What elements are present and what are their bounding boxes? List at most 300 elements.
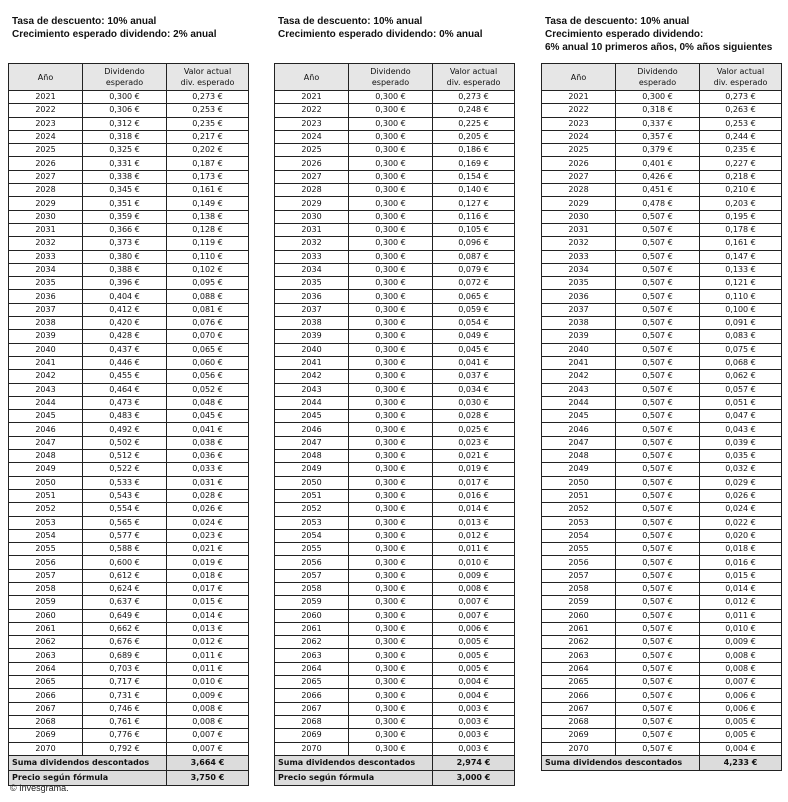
table-row [9,582,249,595]
dividend-cell: 0,300 € [349,689,433,702]
year-cell: 2054 [542,529,616,542]
table-row [9,689,249,702]
dividend-cell: 0,300 € [349,330,433,343]
table-row [9,197,249,210]
present-value-cell: 0,005 € [433,636,515,649]
year-cell: 2061 [542,622,616,635]
present-value-cell: 0,065 € [167,343,249,356]
present-value-cell: 0,018 € [700,543,782,556]
dividend-cell: 0,507 € [616,676,700,689]
dividend-cell: 0,300 € [349,729,433,742]
year-cell: 2068 [9,715,83,728]
table-row [9,662,249,675]
table-row [9,729,249,742]
table-row [275,529,515,542]
dividend-cell: 0,300 € [349,649,433,662]
year-cell: 2027 [9,170,83,183]
present-value-cell: 0,202 € [167,144,249,157]
header-row [9,64,249,91]
dividend-cell: 0,437 € [83,343,167,356]
table-row [9,410,249,423]
table-row [9,396,249,409]
year-cell: 2051 [275,489,349,502]
table-row [275,609,515,622]
year-cell: 2042 [542,370,616,383]
year-cell: 2069 [9,729,83,742]
year-cell: 2049 [9,463,83,476]
dividend-cell: 0,600 € [83,556,167,569]
dividend-cell: 0,792 € [83,742,167,755]
table-row [9,702,249,715]
table-row [275,237,515,250]
present-value-cell: 0,072 € [433,277,515,290]
year-cell: 2049 [542,463,616,476]
present-value-cell: 0,039 € [700,436,782,449]
year-cell: 2055 [542,543,616,556]
column-header-present-value: Valor actual div. esperado [167,64,249,91]
year-cell: 2057 [9,569,83,582]
year-cell: 2070 [275,742,349,755]
table-row [9,436,249,449]
year-cell: 2030 [275,210,349,223]
dividend-cell: 0,502 € [83,436,167,449]
year-cell: 2025 [9,144,83,157]
dividend-cell: 0,507 € [616,476,700,489]
summary-value: 3,664 € [167,755,249,770]
present-value-cell: 0,030 € [433,396,515,409]
present-value-cell: 0,038 € [167,436,249,449]
summary-label: Suma dividendos descontados [275,755,433,770]
dividend-cell: 0,507 € [616,609,700,622]
present-value-cell: 0,026 € [700,489,782,502]
table-row [275,396,515,409]
table-row [275,144,515,157]
dividend-cell: 0,507 € [616,383,700,396]
column-header-dividend: Dividendo esperado [349,64,433,91]
dividend-cell: 0,300 € [349,556,433,569]
present-value-cell: 0,054 € [433,317,515,330]
year-cell: 2068 [275,715,349,728]
summary-label: Precio según fórmula [9,770,167,785]
table-row [542,423,782,436]
table-row [275,543,515,556]
dividend-cell: 0,300 € [349,197,433,210]
present-value-cell: 0,024 € [167,516,249,529]
dividend-cell: 0,507 € [616,543,700,556]
dividend-table [274,63,515,786]
present-value-cell: 0,028 € [433,410,515,423]
table-row [9,503,249,516]
table-row [542,543,782,556]
table-row [275,596,515,609]
year-cell: 2060 [542,609,616,622]
table-row [542,463,782,476]
present-value-cell: 0,076 € [167,317,249,330]
dividend-cell: 0,300 € [83,91,167,104]
table-row [542,343,782,356]
summary-label: Suma dividendos descontados [542,755,700,770]
present-value-cell: 0,032 € [700,463,782,476]
table-row [275,556,515,569]
table-row [275,184,515,197]
dividend-cell: 0,300 € [349,569,433,582]
dividend-cell: 0,373 € [83,237,167,250]
table-row [542,715,782,728]
dividend-cell: 0,325 € [83,144,167,157]
table-row [9,543,249,556]
present-value-cell: 0,003 € [433,715,515,728]
year-cell: 2048 [542,450,616,463]
present-value-cell: 0,057 € [700,383,782,396]
dividend-cell: 0,533 € [83,476,167,489]
table-row [275,463,515,476]
dividend-cell: 0,401 € [616,157,700,170]
year-cell: 2030 [9,210,83,223]
dividend-cell: 0,345 € [83,184,167,197]
present-value-cell: 0,010 € [433,556,515,569]
table-row [9,569,249,582]
dividend-cell: 0,388 € [83,263,167,276]
dividend-cell: 0,300 € [349,543,433,556]
year-cell: 2044 [542,396,616,409]
present-value-cell: 0,017 € [433,476,515,489]
table-row [542,676,782,689]
table-row [542,170,782,183]
table-row [275,689,515,702]
dividend-cell: 0,300 € [349,290,433,303]
summary-label: Suma dividendos descontados [9,755,167,770]
table-row [542,317,782,330]
present-value-cell: 0,008 € [167,702,249,715]
dividend-cell: 0,507 € [616,569,700,582]
table-row [9,170,249,183]
year-cell: 2036 [542,290,616,303]
dividend-cell: 0,662 € [83,622,167,635]
table-row [542,503,782,516]
present-value-cell: 0,091 € [700,317,782,330]
table-row [542,556,782,569]
present-value-cell: 0,045 € [433,343,515,356]
year-cell: 2045 [9,410,83,423]
table-row [9,476,249,489]
table-row [542,197,782,210]
table-row [9,649,249,662]
dividend-cell: 0,451 € [616,184,700,197]
present-value-cell: 0,021 € [167,543,249,556]
table-row [275,702,515,715]
dividend-cell: 0,300 € [349,742,433,755]
present-value-cell: 0,110 € [700,290,782,303]
title-line: Tasa de descuento: 10% anual [545,16,690,27]
present-value-cell: 0,121 € [700,277,782,290]
table-row [275,91,515,104]
table-row [275,476,515,489]
table-row [542,370,782,383]
year-cell: 2066 [275,689,349,702]
summary-label: Precio según fórmula [275,770,433,785]
table-row [542,356,782,369]
table-row [9,343,249,356]
dividend-cell: 0,478 € [616,197,700,210]
dividend-cell: 0,300 € [349,636,433,649]
present-value-cell: 0,049 € [433,330,515,343]
dividend-cell: 0,300 € [349,356,433,369]
present-value-cell: 0,218 € [700,170,782,183]
dividend-cell: 0,396 € [83,277,167,290]
present-value-cell: 0,006 € [700,689,782,702]
dividend-cell: 0,300 € [349,476,433,489]
dividend-cell: 0,300 € [349,263,433,276]
table-row [542,516,782,529]
dividend-cell: 0,522 € [83,463,167,476]
year-cell: 2034 [542,263,616,276]
table-row [275,117,515,130]
dividend-cell: 0,300 € [616,91,700,104]
present-value-cell: 0,015 € [700,569,782,582]
year-cell: 2032 [275,237,349,250]
table-row [275,330,515,343]
dividend-cell: 0,507 € [616,277,700,290]
dividend-cell: 0,359 € [83,210,167,223]
summary-value: 3,750 € [167,770,249,785]
present-value-cell: 0,003 € [433,702,515,715]
year-cell: 2028 [9,184,83,197]
table-row [542,290,782,303]
dividend-cell: 0,473 € [83,396,167,409]
present-value-cell: 0,128 € [167,223,249,236]
year-cell: 2064 [542,662,616,675]
year-cell: 2032 [542,237,616,250]
table-row [9,277,249,290]
present-value-cell: 0,010 € [700,622,782,635]
year-cell: 2026 [275,157,349,170]
year-cell: 2045 [542,410,616,423]
table-row [275,662,515,675]
table-row [9,303,249,316]
header-row [275,64,515,91]
present-value-cell: 0,263 € [700,104,782,117]
year-cell: 2022 [9,104,83,117]
present-value-cell: 0,007 € [167,729,249,742]
present-value-cell: 0,052 € [167,383,249,396]
dividend-cell: 0,300 € [349,609,433,622]
year-cell: 2059 [275,596,349,609]
table-row [542,569,782,582]
dividend-cell: 0,492 € [83,423,167,436]
table-row [9,356,249,369]
year-cell: 2024 [275,130,349,143]
dividend-cell: 0,554 € [83,503,167,516]
year-cell: 2044 [9,396,83,409]
title-line: Crecimiento esperado dividendo: [545,29,704,40]
year-cell: 2059 [9,596,83,609]
dividend-cell: 0,507 € [616,370,700,383]
present-value-cell: 0,059 € [433,303,515,316]
copyright-footer: © Invesgrama. [10,783,69,793]
present-value-cell: 0,020 € [700,529,782,542]
present-value-cell: 0,018 € [167,569,249,582]
dividend-cell: 0,300 € [349,184,433,197]
year-cell: 2050 [9,476,83,489]
dividend-cell: 0,300 € [349,423,433,436]
dividend-cell: 0,300 € [349,130,433,143]
dividend-cell: 0,300 € [349,702,433,715]
dividend-cell: 0,507 € [616,210,700,223]
table-row [9,609,249,622]
present-value-cell: 0,008 € [700,662,782,675]
table-row [9,144,249,157]
year-cell: 2063 [542,649,616,662]
dividend-cell: 0,507 € [616,742,700,755]
present-value-cell: 0,096 € [433,237,515,250]
dividend-cell: 0,507 € [616,303,700,316]
year-cell: 2058 [542,582,616,595]
dividend-cell: 0,338 € [83,170,167,183]
year-cell: 2026 [9,157,83,170]
year-cell: 2042 [9,370,83,383]
dividend-cell: 0,483 € [83,410,167,423]
present-value-cell: 0,016 € [433,489,515,502]
dividend-cell: 0,703 € [83,662,167,675]
dividend-cell: 0,446 € [83,356,167,369]
year-cell: 2026 [542,157,616,170]
present-value-cell: 0,062 € [700,370,782,383]
table-row [542,742,782,755]
table-row [9,330,249,343]
table-row [275,450,515,463]
year-cell: 2049 [275,463,349,476]
table-row [9,130,249,143]
year-cell: 2034 [9,263,83,276]
present-value-cell: 0,016 € [700,556,782,569]
table-row [542,130,782,143]
present-value-cell: 0,017 € [167,582,249,595]
dividend-cell: 0,300 € [349,715,433,728]
table-row [9,250,249,263]
dividend-cell: 0,624 € [83,582,167,595]
dividend-cell: 0,300 € [349,144,433,157]
present-value-cell: 0,035 € [700,450,782,463]
table-row [542,662,782,675]
dividend-cell: 0,300 € [349,237,433,250]
year-cell: 2043 [9,383,83,396]
year-cell: 2041 [9,356,83,369]
table-row [542,622,782,635]
present-value-cell: 0,008 € [700,649,782,662]
table-row [542,144,782,157]
year-cell: 2037 [542,303,616,316]
table-row [542,250,782,263]
year-cell: 2043 [542,383,616,396]
dividend-cell: 0,717 € [83,676,167,689]
column-header-dividend: Dividendo esperado [83,64,167,91]
dividend-cell: 0,507 € [616,596,700,609]
year-cell: 2066 [9,689,83,702]
present-value-cell: 0,037 € [433,370,515,383]
summary-value: 2,974 € [433,755,515,770]
dividend-cell: 0,507 € [616,529,700,542]
dividend-cell: 0,676 € [83,636,167,649]
present-value-cell: 0,083 € [700,330,782,343]
present-value-cell: 0,119 € [167,237,249,250]
year-cell: 2038 [275,317,349,330]
dividend-cell: 0,507 € [616,582,700,595]
table-row [9,516,249,529]
table-row [542,210,782,223]
year-cell: 2025 [542,144,616,157]
year-cell: 2060 [275,609,349,622]
year-cell: 2025 [275,144,349,157]
present-value-cell: 0,248 € [433,104,515,117]
year-cell: 2038 [542,317,616,330]
table-row [275,622,515,635]
dividend-cell: 0,300 € [349,343,433,356]
present-value-cell: 0,007 € [167,742,249,755]
dividend-cell: 0,637 € [83,596,167,609]
year-cell: 2036 [9,290,83,303]
table-row [275,436,515,449]
dividend-cell: 0,306 € [83,104,167,117]
dividend-table [541,63,782,771]
year-cell: 2033 [9,250,83,263]
present-value-cell: 0,043 € [700,423,782,436]
dividend-cell: 0,357 € [616,130,700,143]
column-header-year: Año [9,64,83,91]
present-value-cell: 0,217 € [167,130,249,143]
present-value-cell: 0,007 € [700,676,782,689]
year-cell: 2039 [542,330,616,343]
year-cell: 2044 [275,396,349,409]
dividend-cell: 0,428 € [83,330,167,343]
present-value-cell: 0,087 € [433,250,515,263]
table-row [542,596,782,609]
table-row [542,649,782,662]
dividend-cell: 0,689 € [83,649,167,662]
year-cell: 2070 [542,742,616,755]
table-row [542,303,782,316]
present-value-cell: 0,008 € [167,715,249,728]
year-cell: 2065 [542,676,616,689]
year-cell: 2027 [542,170,616,183]
present-value-cell: 0,203 € [700,197,782,210]
year-cell: 2062 [9,636,83,649]
table-row [275,410,515,423]
year-cell: 2067 [275,702,349,715]
year-cell: 2063 [275,649,349,662]
present-value-cell: 0,013 € [433,516,515,529]
present-value-cell: 0,036 € [167,450,249,463]
present-value-cell: 0,070 € [167,330,249,343]
present-value-cell: 0,011 € [167,662,249,675]
present-value-cell: 0,007 € [433,596,515,609]
year-cell: 2057 [275,569,349,582]
dividend-cell: 0,761 € [83,715,167,728]
table-row [275,157,515,170]
table-row [275,383,515,396]
year-cell: 2029 [275,197,349,210]
dividend-cell: 0,507 € [616,263,700,276]
dividend-cell: 0,300 € [349,223,433,236]
present-value-cell: 0,173 € [167,170,249,183]
year-cell: 2052 [275,503,349,516]
table-row [9,157,249,170]
present-value-cell: 0,178 € [700,223,782,236]
present-value-cell: 0,014 € [167,609,249,622]
year-cell: 2023 [542,117,616,130]
table-row [9,715,249,728]
year-cell: 2040 [275,343,349,356]
year-cell: 2045 [275,410,349,423]
